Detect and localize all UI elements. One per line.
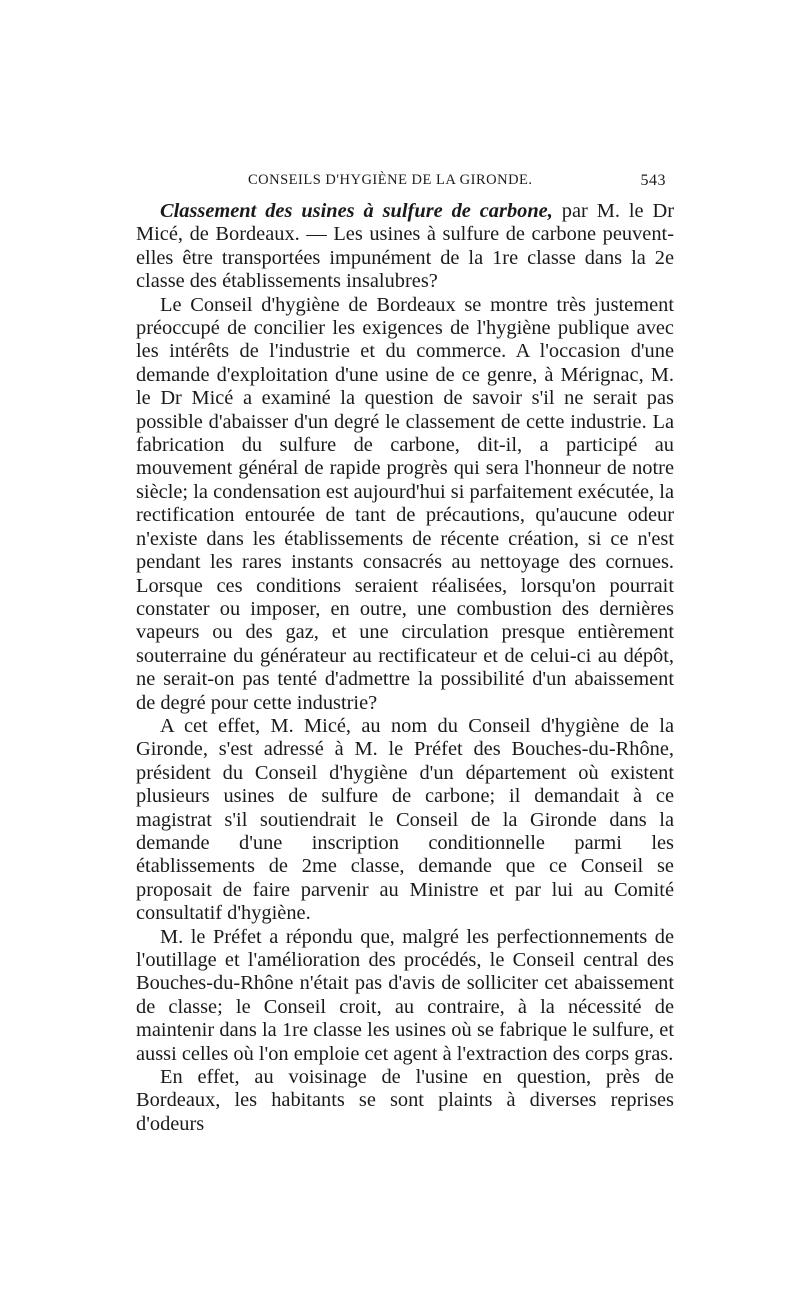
body-paragraph-1: Le Conseil d'hygiène de Bordeaux se montre très justement préoccupé de concilier les exigences de l'hygiène publique avec les intérêts de l'industrie et du commerce. A l'occasion d'une demande d'exploitation d'une usine de ce genre, à Mérignac, M. le Dr Micé a examiné la question de savoir s'il ne serait pas possible d'abaisser d'un degré le classement de cette industrie. La fabrication du sulfure de carbone, dit-il, a participé au mouvement général de rapide progrès qui sera l'honneur de notre siècle; la condensation est aujourd'hui si parfaitement exécutée, la rectification entourée de tant de précautions, qu'aucune odeur n'existe dans les établissements de récente création, si ce n'est pendant les rares instants consacrés au nettoyage des cornues. Lorsque ces conditions seraient réalisées, lorsqu'on pourrait constater ou imposer, en outre, une combustion des dernières vapeurs ou des gaz, et une circulation presque entièrement souterraine du générateur au rectificateur et de celui-ci au dépôt, ne serait-on pas tenté d'admettre la possibilité d'un abaissement de degré pour cette industrie? xyxy=(136,293,674,714)
body-paragraph-4: En effet, au voisinage de l'usine en question, près de Bordeaux, les habitants se sont plaints à diverses reprises d'odeurs xyxy=(136,1066,674,1135)
article-intro-paragraph xyxy=(136,200,674,294)
page-body xyxy=(136,200,674,1136)
article-title: Classement des usines à sulfure de carbone, xyxy=(160,200,553,222)
running-head: CONSEILS D'HYGIÈNE DE LA GIRONDE. xyxy=(248,172,533,188)
body-paragraph-3: M. le Préfet a répondu que, malgré les perfectionnements de l'outillage et l'amélioration des procédés, le Conseil central des Bouches-du-Rhône n'était pas d'avis de solliciter cet abaissement de classe; le Conseil croit, au contraire, à la nécessité de maintenir dans la 1re classe les usines où se fabrique le sulfure, et aussi celles où l'on emploie cet agent à l'extraction des corps gras. xyxy=(136,925,674,1065)
article-byline: par M. le Dr Micé, de Bordeaux. — Les usines à sulfure de carbone peuvent-elles être transportées impunément de la 1re classe dans la 2e classe des établissements insalubres? xyxy=(136,200,675,293)
page-number: 543 xyxy=(640,172,666,189)
page-header xyxy=(136,168,674,198)
body-paragraph-2: A cet effet, M. Micé, au nom du Conseil d'hygiène de la Gironde, s'est adressé à M. le Préfet des Bouches-du-Rhône, président du Conseil d'hygiène d'un département où existent plusieurs usines de sulfure de carbone; il demandait à ce magistrat s'il soutiendrait le Conseil de la Gironde dans la demande d'une inscription conditionnelle parmi les établissements de 2me classe, demande que ce Conseil se proposait de faire parvenir au Ministre et par lui au Comité consultatif d'hygiène. xyxy=(136,714,674,925)
